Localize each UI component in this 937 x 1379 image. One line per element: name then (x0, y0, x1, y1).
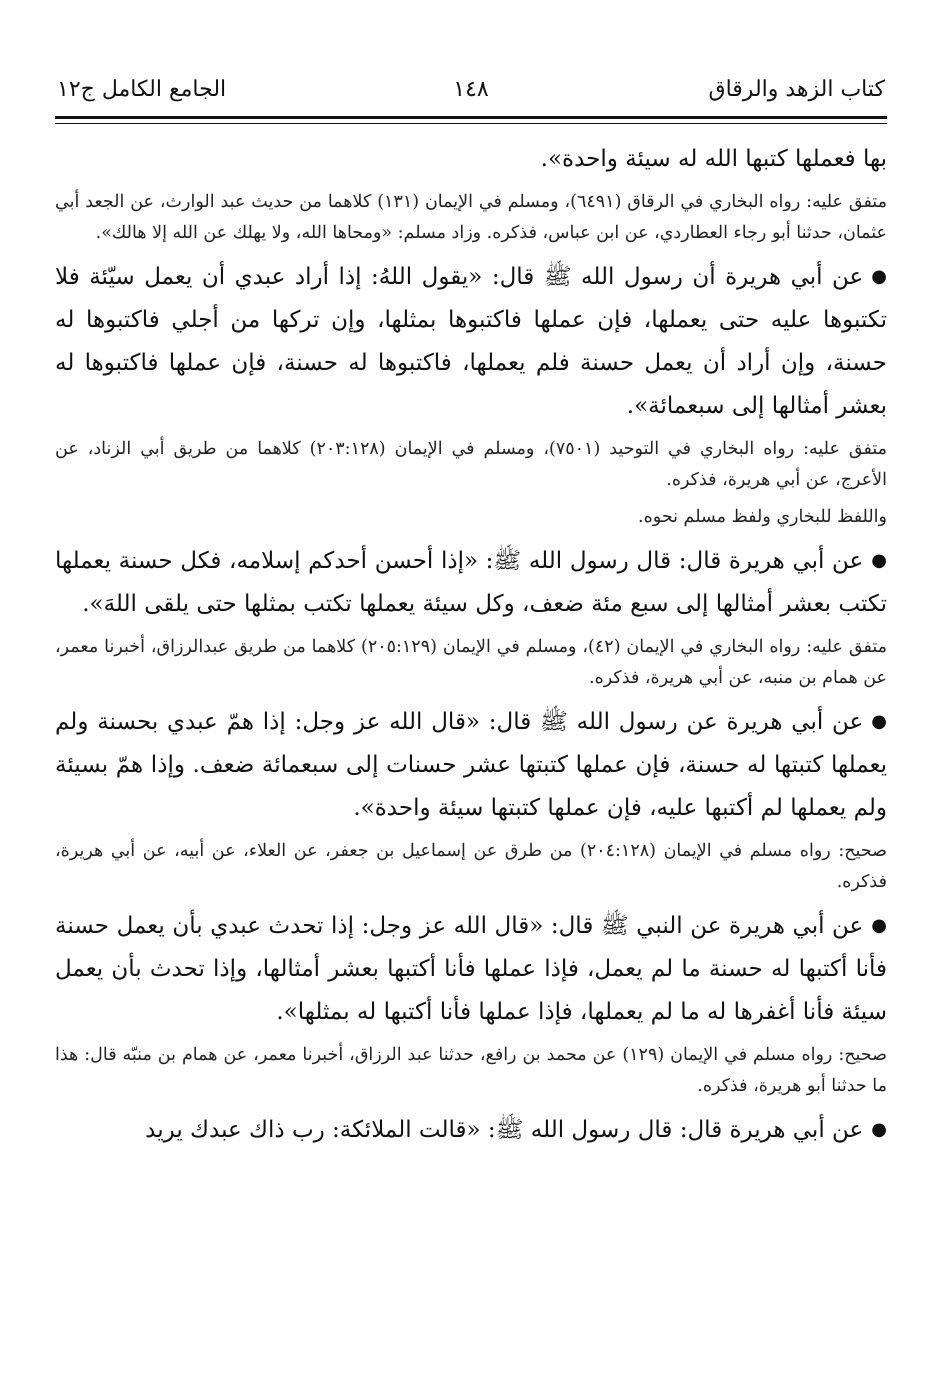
hadith-text: عن أبي هريرة قال: قال رسول الله ﷺ: «إذا أحسن أحدكم إسلامه، فكل حسنة يعملها تكتب بعشر أمثالها إلى سبع مئة ضعف، وكل سيئة يعملها تكتب بمثلها حتى يلقى اللهَ». (55, 548, 887, 617)
hadith-paragraph (55, 904, 887, 1034)
takhrij-note (55, 187, 887, 249)
running-header (55, 70, 887, 110)
takhrij-text: متفق عليه: رواه البخاري في الإيمان (٤٢)، ومسلم في الإيمان (٢٠٥:١٢٩) كلاهما من طريق عبدالرزاق، أخبرنا معمر، عن همام بن منبه، عن أبي هريرة، فذكره. (55, 637, 887, 688)
header-rule-thin (55, 123, 887, 124)
hadith-paragraph (55, 1108, 887, 1152)
hadith-text: عن أبي هريرة قال: قال رسول الله ﷺ: «قالت الملائكة: رب ذاك عبدك يريد (145, 1117, 864, 1143)
takhrij-note (55, 434, 887, 496)
takhrij-text: متفق عليه: رواه البخاري في الرقاق (٦٤٩١)، ومسلم في الإيمان (١٣١) كلاهما من حديث عبد الوارث، عن الجعد أبي عثمان، حدثنا أبو رجاء العطاردي، عن ابن عباس، فذكره. وزاد مسلم: «ومحاها الله، ولا يهلك عن الله إلا هالك». (55, 192, 887, 243)
hadith-text: عن أبي هريرة عن رسول الله ﷺ قال: «قال الله عز وجل: إذا همّ عبدي بحسنة ولم يعملها كتبتها له حسنة، فإن عملها كتبتها عشر حسنات إلى سبعمائة ضعف. وإذا همّ بسيئة ولم يعملها لم أكتبها عليه، فإن عملها كتبتها سيئة واحدة». (55, 709, 887, 821)
takhrij-text: صحيح: رواه مسلم في الإيمان (٢٠٤:١٢٨) من طرق عن إسماعيل بن جعفر، عن العلاء، عن أبيه، عن أبي هريرة، فذكره. (55, 841, 887, 892)
book-title: كتاب الزهد والرقاق (708, 77, 885, 102)
book-page (55, 0, 887, 1379)
bullet-icon: ● (871, 915, 887, 936)
hadith-text: بها فعملها كتبها الله له سيئة واحدة». (540, 146, 887, 172)
hadith-paragraph (55, 539, 887, 626)
takhrij-text: متفق عليه: رواه البخاري في التوحيد (٧٥٠١)، ومسلم في الإيمان (٢٠٣:١٢٨) كلاهما من طريق أبي الزناد، عن الأعرج، عن أبي هريرة، فذكره. (55, 439, 887, 490)
takhrij-note (55, 1040, 887, 1102)
header-rule-thick (55, 116, 887, 119)
volume-label: الجامع الكامل ج١٢ (57, 77, 227, 102)
takhrij-text: واللفظ للبخاري ولفظ مسلم نحوه. (638, 507, 887, 527)
page-body (55, 138, 887, 1379)
bullet-icon: ● (871, 266, 887, 287)
takhrij-note (55, 836, 887, 898)
takhrij-note (55, 502, 887, 533)
hadith-paragraph (55, 700, 887, 830)
bullet-icon: ● (871, 550, 887, 571)
hadith-text: عن أبي هريرة عن النبي ﷺ قال: «قال الله عز وجل: إذا تحدث عبدي بأن يعمل حسنة فأنا أكتبها له حسنة ما لم يعمل، فإذا عملها فأنا أكتبها بعشر أمثالها، وإذا تحدث بأن يعمل سيئة فأنا أغفرها له ما لم يعملها، فإذا عملها فأنا أكتبها له بمثلها». (55, 913, 887, 1025)
takhrij-note (55, 632, 887, 694)
hadith-text: عن أبي هريرة أن رسول الله ﷺ قال: «يقول اللهُ: إذا أراد عبدي أن يعمل سيّئة فلا تكتبوها عليه حتى يعملها، فإن عملها فاكتبوها بمثلها، وإن تركها من أجلي فاكتبوها له حسنة، وإن أراد أن يعمل حسنة فلم يعملها، فاكتبوها له حسنة، فإن عملها فاكتبوها له بعشر أمثالها إلى سبعمائة». (55, 264, 887, 419)
page-number: ١٤٨ (453, 77, 489, 102)
takhrij-text: صحيح: رواه مسلم في الإيمان (١٢٩) عن محمد بن رافع، حدثنا عبد الرزاق، أخبرنا معمر، عن همام بن منبّه قال: هذا ما حدثنا أبو هريرة، فذكره. (55, 1045, 887, 1096)
bullet-icon: ● (871, 1119, 887, 1140)
hadith-continuation (55, 138, 887, 181)
hadith-paragraph (55, 255, 887, 428)
bullet-icon: ● (871, 711, 887, 732)
